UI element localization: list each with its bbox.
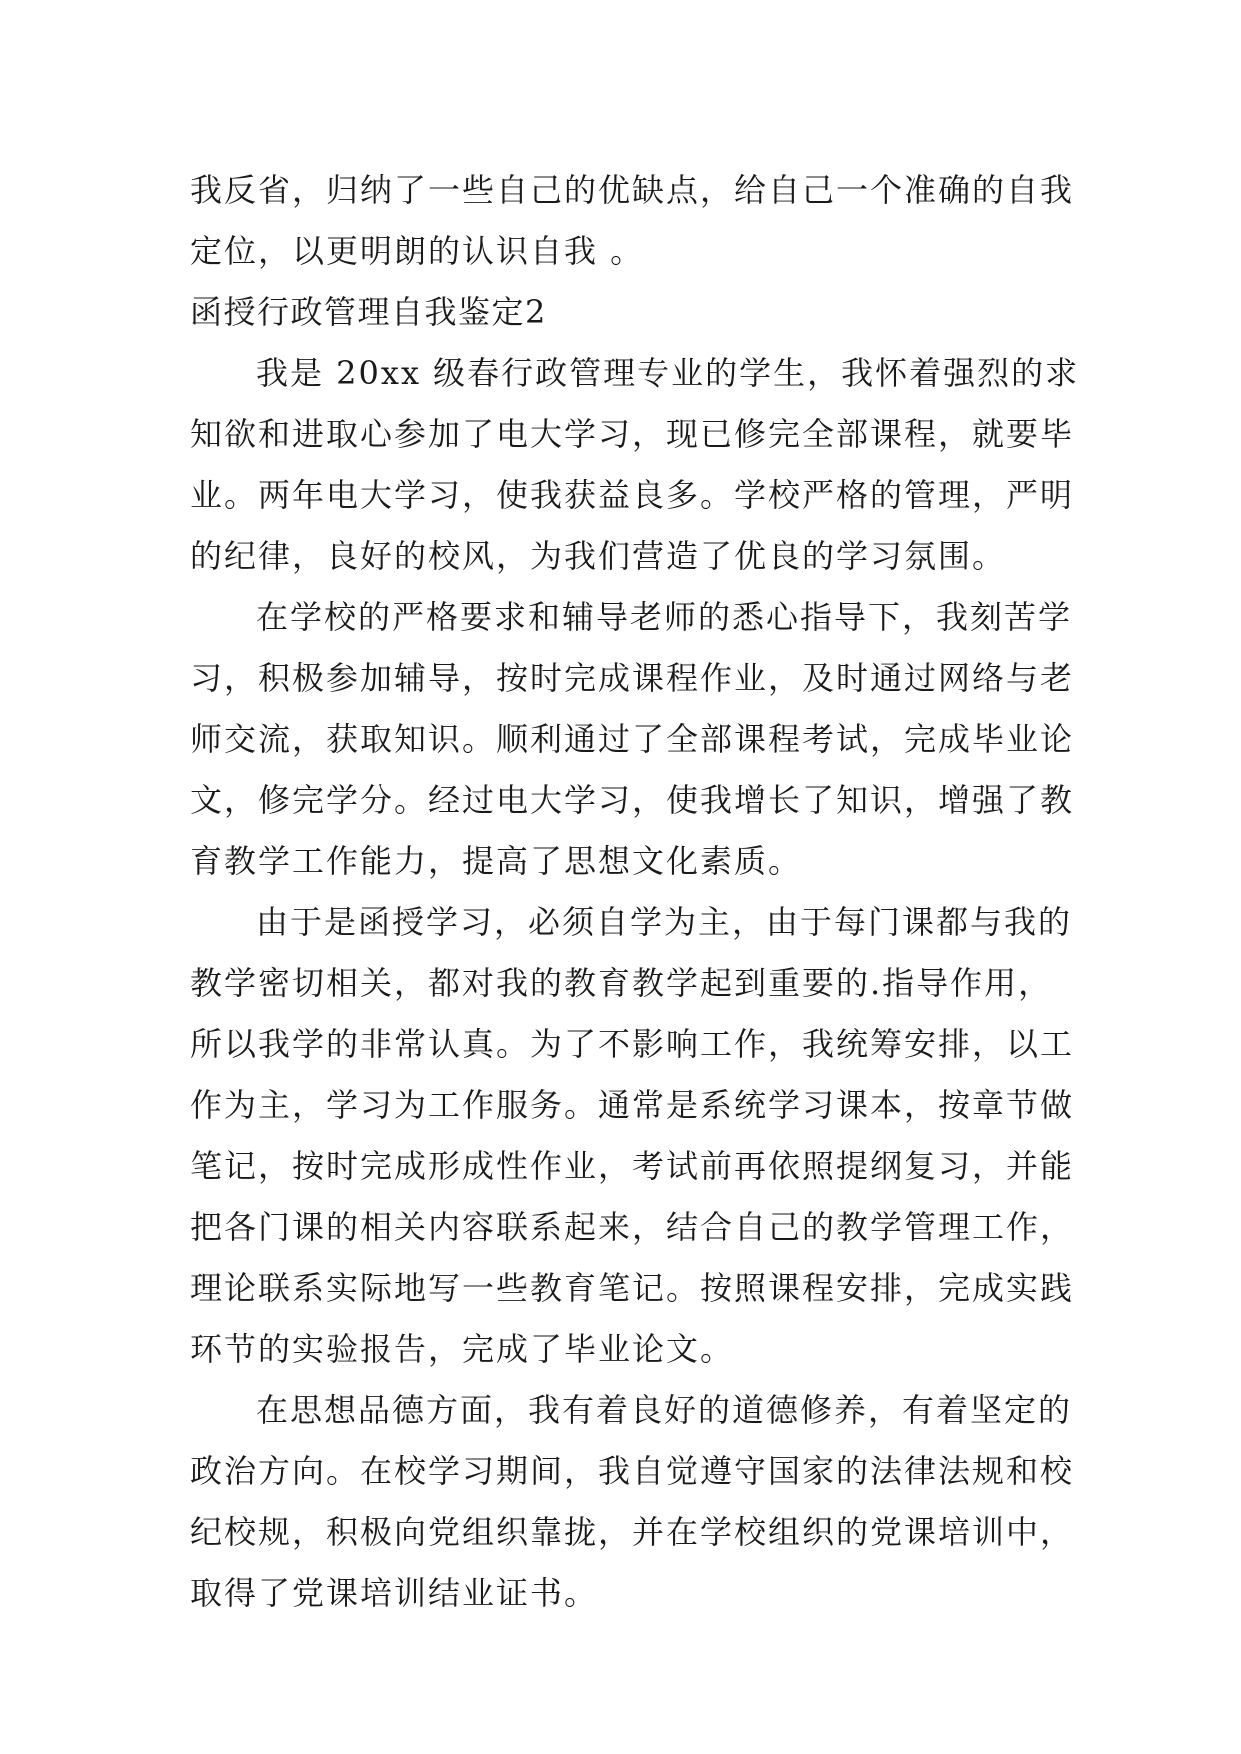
- text-line: 理论联系实际地写一些教育笔记。按照课程安排，完成实践: [190, 1269, 1075, 1307]
- paragraph-first-line: 在思想品德方面，我有着良好的道德修养，有着坚定的: [256, 1391, 1073, 1429]
- paragraph-first-line: 由于是函授学习，必须自学为主，由于每门课都与我的: [256, 903, 1073, 941]
- section-heading: 函授行政管理自我鉴定2: [190, 293, 547, 331]
- paragraph-first-line: 在学校的严格要求和辅导老师的悉心指导下，我刻苦学: [256, 598, 1073, 636]
- text-line: 环节的实验报告，完成了毕业论文。: [190, 1330, 735, 1368]
- text-line: 育教学工作能力，提高了思想文化素质。: [190, 842, 803, 880]
- text-line: 政治方向。在校学习期间，我自觉遵守国家的法律法规和校: [190, 1452, 1075, 1490]
- text-line: 取得了党课培训结业证书。: [190, 1574, 599, 1612]
- text-line: 习，积极参加辅导，按时完成课程作业，及时通过网络与老: [190, 659, 1075, 697]
- text-line: 业。两年电大学习，使我获益良多。学校严格的管理，严明: [190, 476, 1075, 514]
- text-line: 知欲和进取心参加了电大学习，现已修完全部课程，就要毕: [190, 415, 1075, 453]
- text-line: 笔记，按时完成形成性作业，考试前再依照提纲复习，并能: [190, 1147, 1075, 1185]
- text-line: 把各门课的相关内容联系起来，结合自己的教学管理工作，: [190, 1208, 1075, 1246]
- text-line: 作为主，学习为工作服务。通常是系统学习课本，按章节做: [190, 1086, 1075, 1124]
- text-line: 文，修完学分。经过电大学习，使我增长了知识，增强了教: [190, 781, 1075, 819]
- text-line: 纪校规，积极向党组织靠拢，并在学校组织的党课培训中，: [190, 1513, 1075, 1551]
- text-line: 所以我学的非常认真。为了不影响工作，我统筹安排，以工: [190, 1025, 1075, 1063]
- text-line: 定位，以更明朗的认识自我 。: [190, 232, 645, 270]
- text-line: 师交流，获取知识。顺利通过了全部课程考试，完成毕业论: [190, 720, 1075, 758]
- paragraph-first-line: 我是 20xx 级春行政管理专业的学生，我怀着强烈的求: [256, 354, 1080, 392]
- document-body: [190, 160, 1080, 1624]
- text-line: 的纪律，良好的校风，为我们营造了优良的学习氛围。: [190, 537, 1007, 575]
- text-line: 教学密切相关，都对我的教育教学起到重要的.指导作用，: [190, 964, 1053, 1002]
- text-line: 我反省，归纳了一些自己的优缺点，给自己一个准确的自我: [190, 171, 1075, 209]
